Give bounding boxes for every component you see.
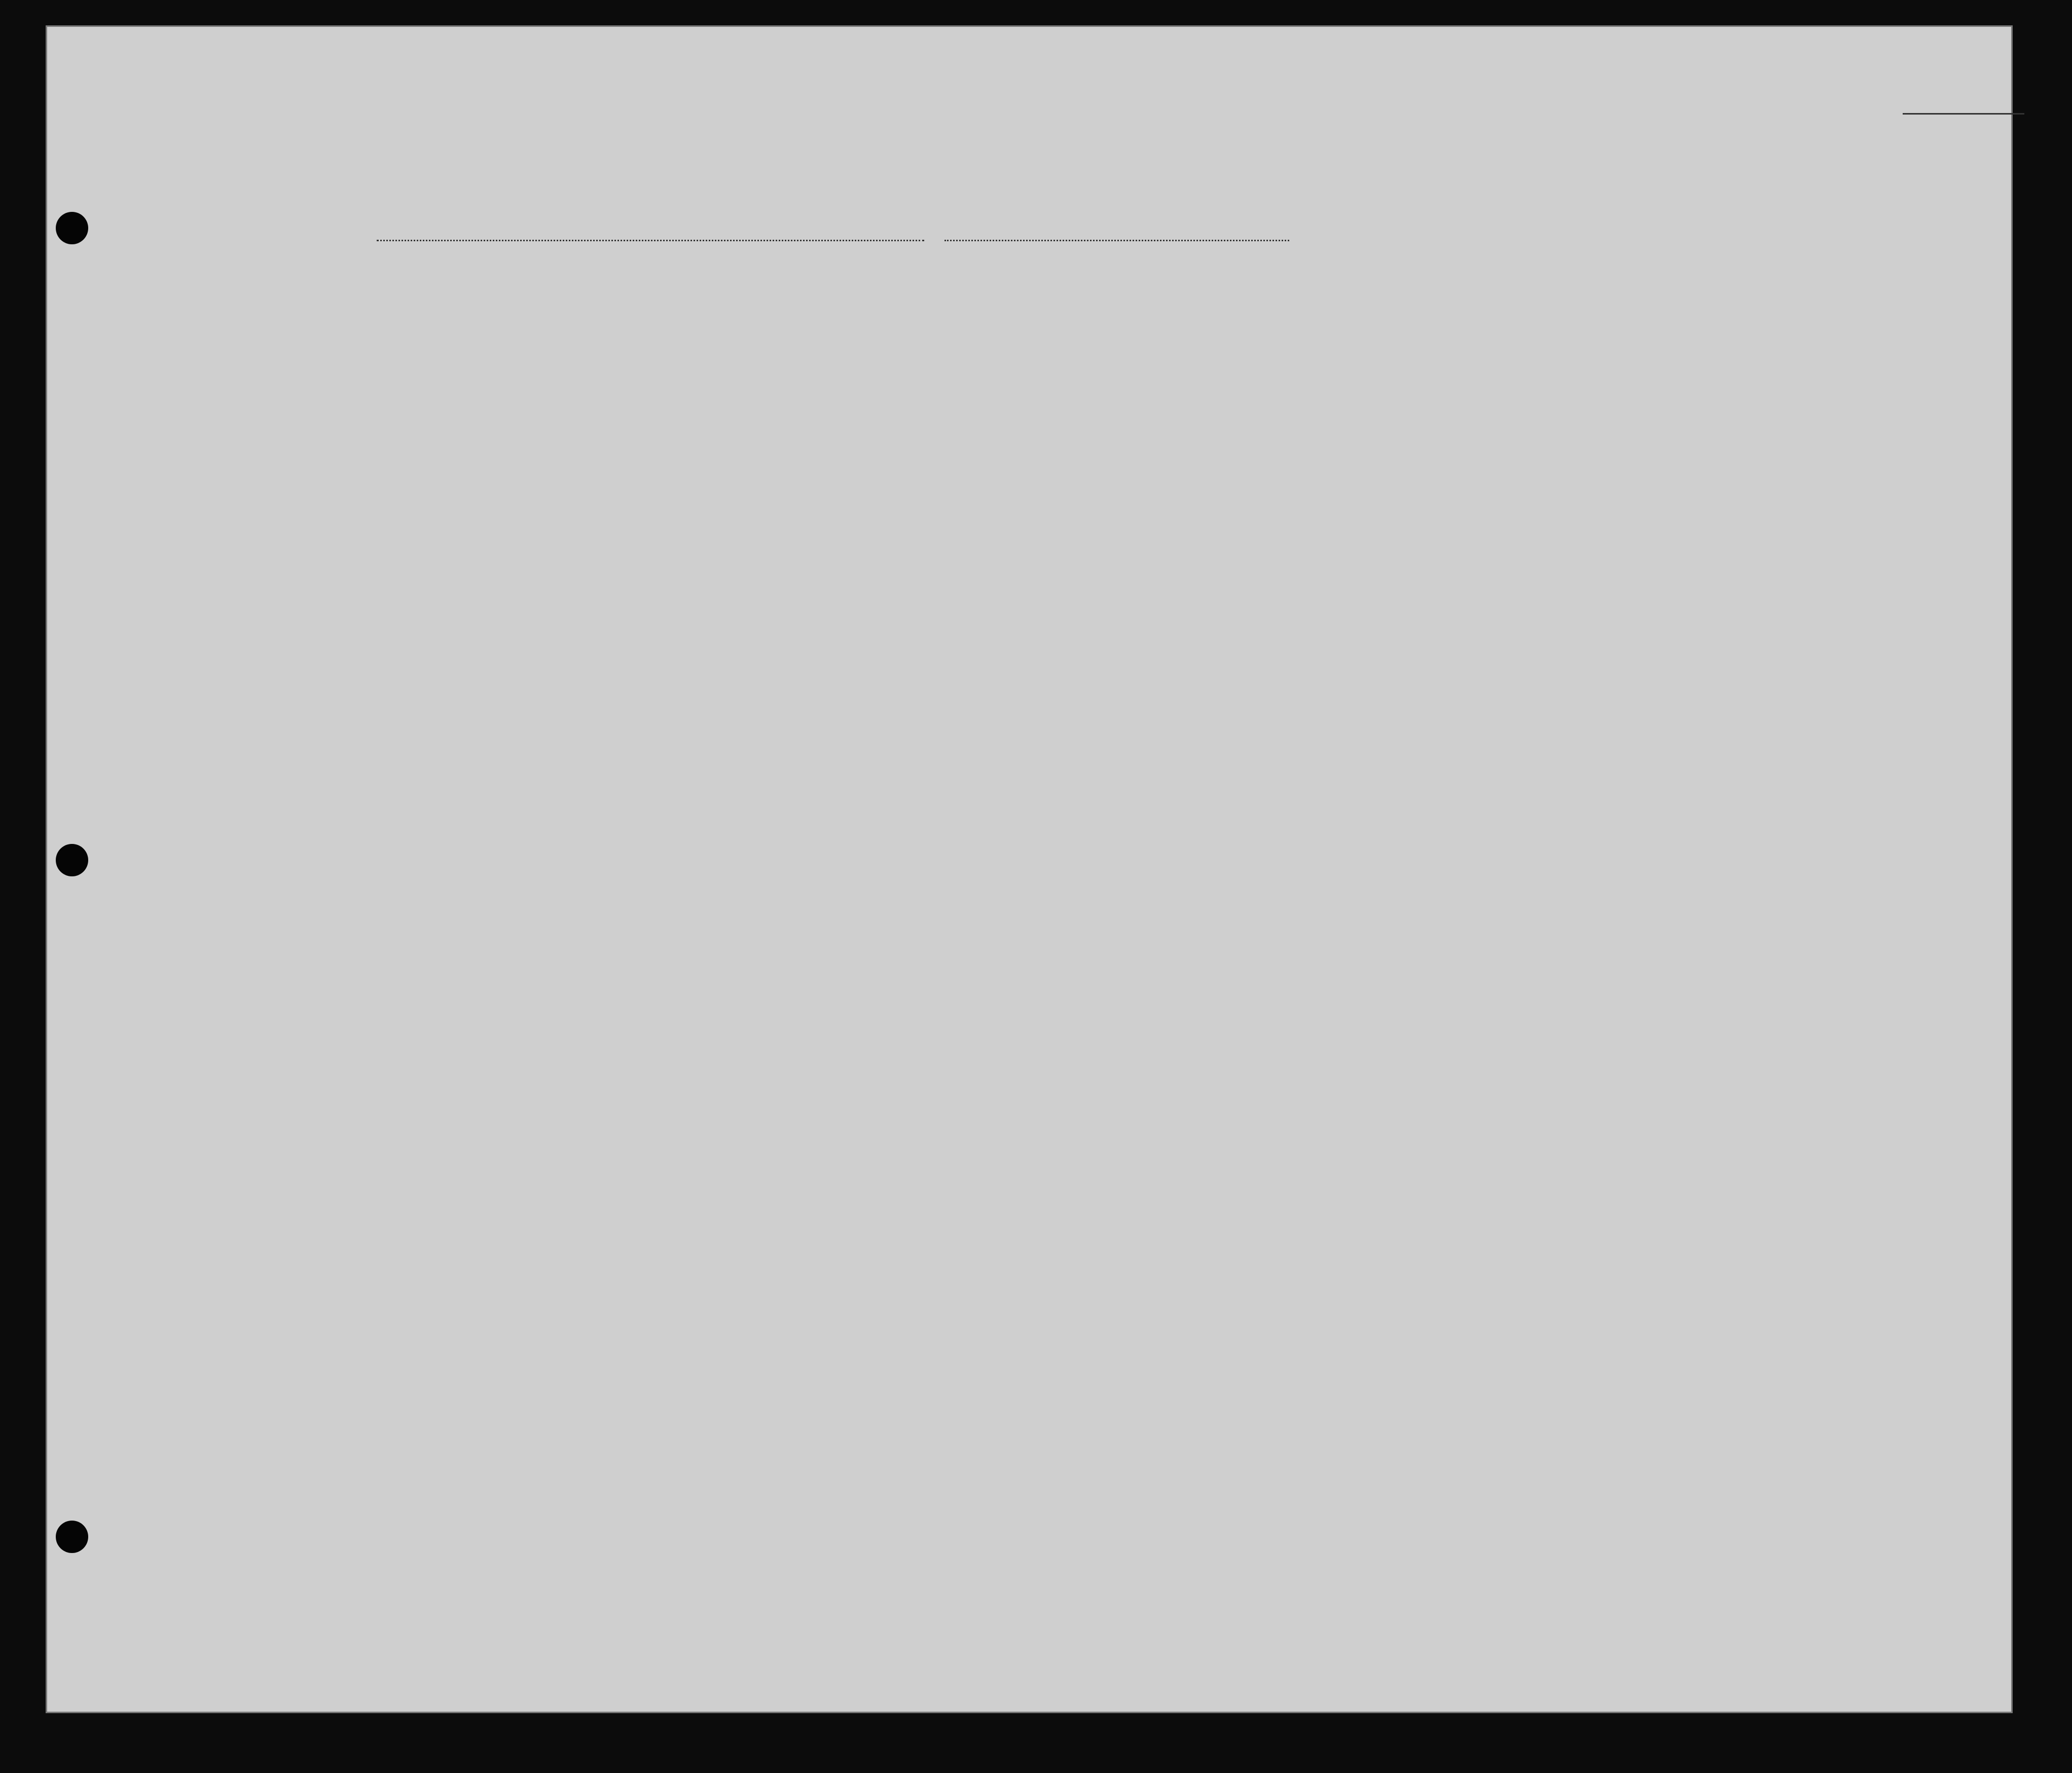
binder-hole [56, 1521, 88, 1553]
header-instructions [113, 142, 1685, 160]
manifest-table [159, 270, 2055, 1613]
list-underline [1903, 113, 2024, 115]
port-underline [377, 240, 924, 241]
manifest-sheet [46, 25, 2013, 1713]
date-underline [944, 240, 1289, 241]
binder-hole [56, 212, 88, 244]
binder-hole [56, 844, 88, 876]
